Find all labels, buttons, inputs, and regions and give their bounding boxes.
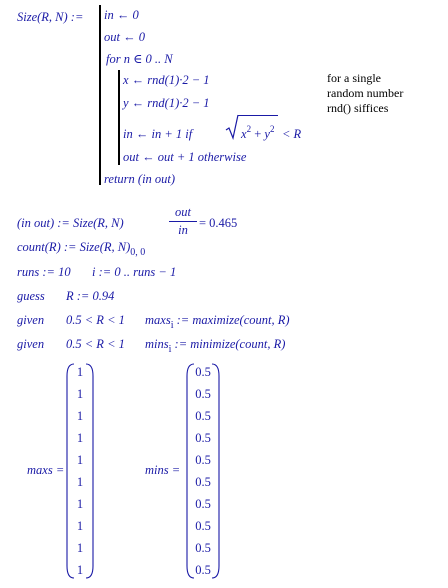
mins-cell: 0.5 — [195, 563, 211, 577]
function-definition-label: Size(R, N) := — [17, 10, 84, 24]
sqrt-sign — [225, 114, 239, 140]
program-line-y-assign: y ← rnd(1)·2 − 1 — [123, 96, 210, 110]
guess-value: R := 0.94 — [66, 289, 115, 303]
constraint-1: 0.5 < R < 1 — [66, 313, 125, 327]
sqrt-radicand: $x^2 + y^2$ — [241, 124, 275, 141]
mins-cell: 0.5 — [195, 475, 211, 489]
maxs-cell: 1 — [76, 365, 84, 379]
comment-line-2: random number — [327, 86, 404, 100]
ratio-fraction — [169, 205, 197, 238]
runs-definition: runs := 10 — [17, 265, 71, 279]
mins-cell: 0.5 — [195, 541, 211, 555]
maxs-cell: 1 — [76, 387, 84, 401]
ratio-result: = 0.465 — [199, 216, 238, 230]
program-line-out-init: out ← 0 — [104, 30, 145, 44]
given-keyword-1: given — [17, 313, 45, 327]
comment-line-1: for a single — [327, 71, 381, 85]
mins-cell: 0.5 — [195, 387, 211, 401]
mins-cell: 0.5 — [195, 453, 211, 467]
program-line-for-loop: for n ∈ 0 .. N — [106, 52, 173, 66]
range-definition: i := 0 .. runs − 1 — [92, 265, 177, 279]
fraction-numerator: out — [175, 205, 191, 219]
program-condition-less-r: < R — [282, 127, 302, 141]
guess-keyword: guess — [17, 289, 45, 303]
program-line-x-assign: x ← rnd(1)·2 − 1 — [123, 73, 210, 87]
minimize-assignment: mins$_i$ := minimize(count, R) — [145, 337, 286, 355]
maxs-cell: 1 — [76, 497, 84, 511]
mins-cell: 0.5 — [195, 497, 211, 511]
comment-note — [327, 71, 403, 116]
fraction-denominator: in — [178, 223, 188, 237]
sqrt-overbar — [238, 115, 278, 116]
count-definition: count(R) := Size(R, $N)_{0, 0}$ — [17, 240, 146, 258]
program-line-return: return (in out) — [104, 172, 176, 186]
mins-label: mins = — [145, 463, 181, 477]
mins-cell: 0.5 — [195, 365, 211, 379]
mins-cell: 0.5 — [195, 409, 211, 423]
maxs-cell: 1 — [76, 475, 84, 489]
mins-cell: 0.5 — [195, 431, 211, 445]
program-line-in-init: in ← 0 — [104, 8, 139, 22]
maxs-label: maxs = — [27, 463, 65, 477]
maxs-cell: 1 — [76, 431, 84, 445]
constraint-2: 0.5 < R < 1 — [66, 337, 125, 351]
program-line-in-increment: in ← in + 1 if — [123, 127, 193, 141]
result-assignment: (in out) := Size(R, N) — [17, 216, 124, 230]
maxs-cell: 1 — [76, 409, 84, 423]
maxs-cell: 1 — [76, 519, 84, 533]
maxs-cell: 1 — [76, 541, 84, 555]
loop-inner-bracket — [118, 70, 120, 165]
given-keyword-2: given — [17, 337, 45, 351]
maxs-cell: 1 — [76, 453, 84, 467]
program-line-out-increment: out ← out + 1 otherwise — [123, 150, 247, 164]
program-outer-bracket — [99, 5, 101, 185]
mins-cell: 0.5 — [195, 519, 211, 533]
mins-vector — [186, 362, 220, 580]
maxs-vector — [66, 362, 94, 580]
maximize-assignment: maxs$_i$ := maximize(count, R) — [145, 313, 290, 331]
maxs-cell: 1 — [76, 563, 84, 577]
comment-line-3: rnd() siffices — [327, 101, 389, 115]
